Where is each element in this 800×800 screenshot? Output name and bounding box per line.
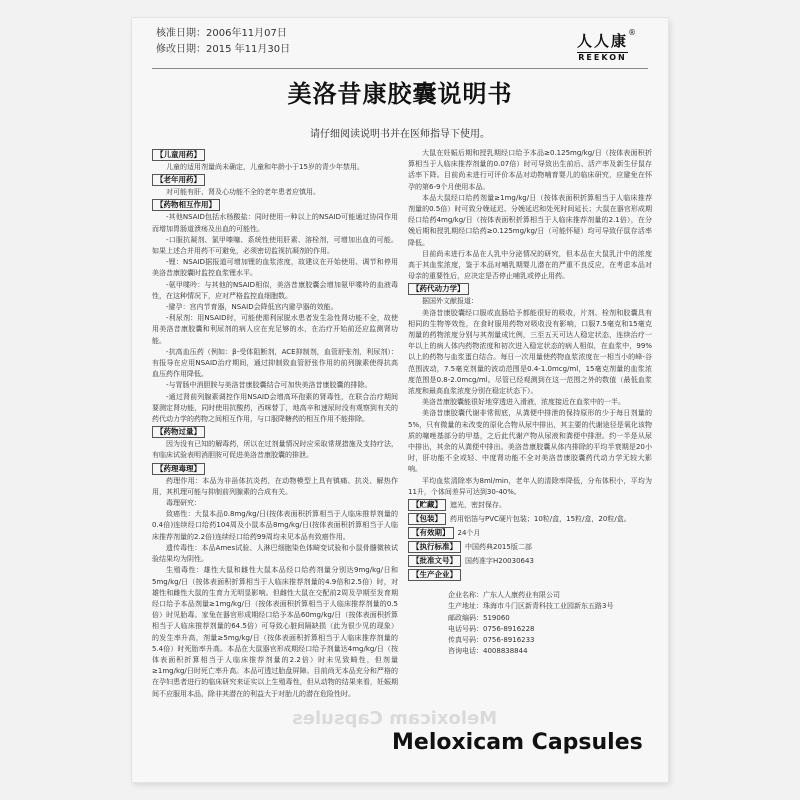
dates-block <box>156 26 290 58</box>
spec-row <box>408 512 652 526</box>
manufacturer-line: 生产地址：珠海市斗门区新青科技工业园新东五路3号 <box>448 602 614 611</box>
section-paragraph: -与胃肠中消胆胺与美洛昔康胶囊结合可加快美洛昔康胶囊的排除。 <box>166 381 372 390</box>
section-heading-wrap <box>408 282 652 296</box>
section-paragraph: 毒理研究： <box>166 499 201 508</box>
section-paragraph: -通过肾前列腺素调控作用NSAID会增高环孢素的肾毒性，在联合治疗期间要测定肾功能，同时使用抗酸药，西咪替丁，地高辛和速尿时没有观察到有关的药代动力学的药物之间相互作用，与口服降糖药的相互作用不能排除。 <box>152 392 398 424</box>
spec-heading: 【有效期】 <box>408 527 454 539</box>
approval-date: 核准日期：2006年11月07日 <box>156 28 287 39</box>
section-paragraph: 美洛昔康胶囊代谢非常彻底，从粪便中排泄的保持原形的少于每日剂量的5%，只有微量的未改变的原化合物从尿中排出，其主要的代谢途径是氧化该物质的噻唑基部分的甲基，之后此代谢产物从尿液和粪便中排泄。约一半是从尿中排出，其余的从粪便中排出。美洛昔康胶囊从体内排除的平均半衰期是20小时，肝功能不全或轻、中度肾功能不全对美洛昔康胶囊药代动力学无较大影响。 <box>408 409 652 474</box>
english-title: Meloxicam Capsules <box>392 730 643 755</box>
spec-value: 药用铝箔与PVC硬片包装；10粒/盒，15粒/盒，20粒/盒。 <box>450 515 631 524</box>
right-column <box>408 148 652 657</box>
section-paragraph: 目前尚未进行本品在人乳中分泌情况的研究，但本品在大鼠乳汁中的浓度高于其血浆浓度，鉴于本品对哺乳期婴儿潜在的严重不良反应，在考虑本品对母亲的重要性后，应决定是否停止哺乳或停止用药。 <box>408 249 652 281</box>
manufacturer-line: 企业名称：广东人人康药业有限公司 <box>448 591 560 600</box>
spec-row <box>408 540 652 554</box>
spec-value: 遮光，密封保存。 <box>450 501 506 510</box>
section-paragraph: 生殖毒性：雄性大鼠和雌性大鼠本品经口给药剂量分别达9mg/kg/日和5mg/kg/日（按体表面积折算相当于人临床推荐剂量的4.9倍和2.5倍）时，对雄性和雌性大鼠的生育力无明显影响。但雌性大鼠在交配前2周及孕期至发育期经口给予本品剂量≥1mg/kg/日（按体表面积折算相当于人临床推荐剂量的0.5倍）时见胎毒。家兔在器官形成期经口给予本品60mg/kg/日（按体表面积折算相当于人临床推荐剂量的64.5倍）可导致心脏间隔缺损（此为很少见的现象）的发生率升高，剂量≥5mg/kg/日（按体表面积折算相当于人临床推荐剂量的5.4倍）时死胎率升高。本品在大鼠器官形成期经口给予剂量达4mg/kg/日（按体表面积折算相当于人临床推荐剂量的2.2倍）时未见致畸性，但剂量≥1mg/kg/日时死亡率升高。本品可透过胎盘屏障。目前尚无本品充分和严格的在孕妇患者进行的临床研究来证实以上生殖毒性，但从动物的结果来看，妊娠期间不应服用本品，除非其潜在的利益大于对胎儿的潜在危险性时。 <box>152 566 398 698</box>
section-paragraph: -抗高血压药（例如：β-受体阻断剂，ACE抑制剂，血管舒张剂，利尿剂）：有报导在应用NSAID治疗期间，通过抑制致血管舒张作用的前列腺素使得抗高血压药作用降低。 <box>152 347 398 379</box>
manufacturer-info <box>408 590 652 657</box>
section-heading-wrap <box>152 148 398 162</box>
section-paragraph: -其他NSAID包括水杨酸盐：同时使用一种以上的NSAID可能通过协同作用而增加胃肠道溃疡及出血的可能性。 <box>152 213 398 233</box>
spec-row <box>408 526 652 540</box>
section-paragraph: 儿童的适用剂量尚未确定，儿童和年龄小于15岁的青少年禁用。 <box>166 163 364 171</box>
right-sections <box>408 148 652 498</box>
page-subtitle: 请仔细阅读说明书并在医师指导下使用。 <box>310 129 490 140</box>
spec-heading: 【执行标准】 <box>408 541 461 553</box>
section-paragraph: 药理作用：本品为非甾体抗炎药，在动物模型上具有镇痛、抗炎、解热作用，其机理可能与抑制前列腺素的合成有关。 <box>152 476 398 496</box>
section-heading-wrap <box>152 462 398 476</box>
page-title: 美洛昔康胶囊说明书 <box>287 80 513 108</box>
section-paragraph: 致癌性：大鼠本品0.8mg/kg/日(按体表面积折算相当于人临床推荐剂量的0.4倍)连续经口给药104周及小鼠本品8mg/kg/日(按体表面积折算相当于人临床推荐剂量的2.2倍)连续经口给药99周均未见本品有致癌作用。 <box>152 510 398 541</box>
section-paragraph: -利尿剂：用NSAID时，可能使需利尿脱水患者发生急性肾功能不全，故使用美洛昔康胶囊和利尿剂的病人应在充足够的水，在治疗开始前还应监测肾功能。 <box>152 314 398 345</box>
spec-heading: 【包装】 <box>408 513 446 525</box>
section-paragraph: 据国外文献报道： <box>422 297 478 306</box>
manufacturer-line: 邮政编码：519060 <box>448 613 510 622</box>
section-heading-wrap <box>152 173 398 187</box>
logo-english: REEKON <box>578 53 627 62</box>
spec-value: 中国药典2015版二部 <box>465 543 532 552</box>
section-paragraph: 大鼠在妊娠后期和授乳期经口给予本品≥0.125mg/kg/日（按体表面积折算相当于人临床推荐剂量的0.07倍）时可导致出生前后、活产率及新生仔鼠存活率下降。目前尚未进行可评价本品对动物哺育婴儿的临床研究，应避免在怀孕的第6-9个月使用本品。 <box>408 149 652 191</box>
english-title-bleedthrough: Meloxicam Capsules <box>292 708 498 729</box>
leaflet-sheet <box>132 18 668 782</box>
section-paragraph: 因为没有已知的解毒药，所以在过剂量情况时应采取常规措施及支持疗法，有临床试验表明消胆胺可促进美洛昔康胶囊的排泄。 <box>152 440 398 460</box>
section-paragraph: 遗传毒性：本品Ames试验、人淋巴细胞染色体畸变试验和小鼠骨髓微核试验结果均为阴性。 <box>152 543 398 564</box>
manufacturer-line: 咨询电话：4008838844 <box>448 647 528 656</box>
brand-logo <box>576 28 636 62</box>
left-column <box>152 148 398 700</box>
section-paragraph: -避孕：宫内节育器，NSAID会降低宫内避孕器的效能。 <box>166 303 338 312</box>
logo-chinese: 人人康 <box>576 32 628 50</box>
section-heading-wrap <box>152 425 398 439</box>
spec-heading: 【贮藏】 <box>408 499 446 511</box>
section-paragraph: 美洛昔康胶囊经口服或直肠给予都能很好的吸收，片剂、栓剂和胶囊具有相同的生物等效性，在食时服用药物对吸收没有影响，口服7.5毫克和15毫克剂量的药物浓度分别与其剂量成比例，三至五天可达人稳定状态，连续治疗一年以上的病人体内药物浓度和初次进入稳定状态的病人相似，在血浆中，99%以上的药物与血浆蛋白结合。每日一次用量使药物血浆浓度在一相当小的峰-谷范围波动，7.5毫克剂量的波动范围是0.4-1.0mcg/ml，15毫克剂量的血浆浓度范围是0.8-2.0mcg/ml。尽管已经观测到在这一范围之外的数值（最低血浆浓度和最高血浆浓度分别在稳定状态下）。 <box>408 308 652 396</box>
section-paragraph: -锂：NSAID据报道可增加锂的血浆浓度，故建议在开始使用、调节和停用美洛昔康胶囊时监控血浆锂水平。 <box>152 258 398 278</box>
section-heading: 【药理毒理】 <box>152 463 205 475</box>
section-heading-wrap <box>152 198 398 212</box>
section-heading: 【儿童用药】 <box>152 149 205 161</box>
registered-mark: ® <box>628 28 636 37</box>
section-heading: 【药物相互作用】 <box>152 199 220 211</box>
spec-list <box>408 498 652 582</box>
section-paragraph: -口服抗凝剂、氯甲嗪噻、系统性使用肝素、溶栓剂，可增加出血的可能。如果上述合并用药不可避免，必须密切监视抗凝剂的作用。 <box>152 235 398 256</box>
spec-row <box>408 554 652 568</box>
spec-value: 24个月 <box>457 529 481 538</box>
section-heading: 【药物过量】 <box>152 426 205 438</box>
spec-value: 国药准字H20030643 <box>465 557 534 566</box>
spec-heading: 【生产企业】 <box>408 569 461 581</box>
spec-row <box>408 498 652 512</box>
section-paragraph: 美洛昔康胶囊能很好地穿透进入滑液，浓度接近在血浆中的一半。 <box>422 398 625 407</box>
section-paragraph: 对可能有肝、肾及心功能不全的老年患者应慎用。 <box>166 188 320 197</box>
header <box>132 18 668 66</box>
spec-heading: 【批准文号】 <box>408 555 461 567</box>
spec-row <box>408 568 652 582</box>
header-divider <box>152 68 648 69</box>
section-paragraph: 本品大鼠经口给药剂量≥1mg/kg/日（按体表面积折算相当于人临床推荐剂量的0.5倍）时可致分娩延迟、分娩延迟和处死时间延长；大鼠在器官形成期经口给药4mg/kg/日（按体表面积折算相当于人临床推荐剂量的2.1倍），在分娩后期和授乳期经口给药≥0.125mg/kg/日（可能怀疑）均可导致仔鼠存活率降低。 <box>408 193 652 247</box>
manufacturer-line: 电话号码：0756-8916228 <box>448 624 535 633</box>
section-heading: 【药代动力学】 <box>408 283 469 295</box>
section-paragraph: -氨甲喋呤：与其他的NSAID相似，美洛昔康胶囊会增加氨甲喋呤的血液毒性，在这种情况下，应对严格监控血细胞数。 <box>152 280 398 300</box>
section-heading: 【老年用药】 <box>152 174 205 186</box>
manufacturer-line: 传真号码：0756-8916233 <box>448 635 535 644</box>
section-paragraph: 平均血浆清除率为8ml/min，老年人的清除率降低，分布体积小，平均为11升，个体间差异可达到30-40%。 <box>408 476 652 496</box>
revision-date: 修改日期：2015 年11月30日 <box>156 44 291 55</box>
